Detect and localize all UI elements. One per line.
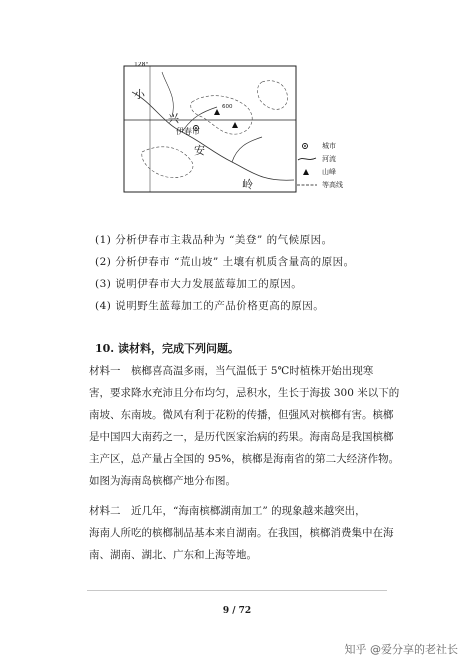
question-2: (2) 分析伊春市 “荒山坡” 土壤有机质含量高的原因。: [95, 256, 355, 268]
material-2-line: 海南人所吃的槟榔制品基本来自湖南。在我国，槟榔消费集中在海: [89, 527, 394, 539]
contour-line: [258, 81, 288, 110]
watermark: [345, 641, 459, 657]
contour-line: [142, 147, 193, 178]
material-1-line: 材料一 槟榔喜高温多雨，当气温低于 5℃时植株开始出现寒: [89, 365, 374, 377]
material-1: [89, 360, 399, 492]
map-figure: [122, 62, 298, 196]
legend-item-contour: [296, 179, 343, 191]
legend-label: 城市: [322, 142, 336, 150]
map-label: 小: [134, 88, 145, 101]
question-3: (3) 说明伊春市大力发展蓝莓加工的原因。: [95, 278, 303, 290]
map-label: 兴: [168, 112, 179, 125]
river-icon: [296, 154, 318, 164]
legend-label: 等高线: [322, 181, 343, 189]
material-1-line: 如图为海南岛槟榔产地分布图。: [89, 475, 236, 487]
legend-item-city: [296, 140, 336, 152]
footer-divider: [87, 590, 387, 591]
mountain-icon: [214, 109, 220, 115]
material-2-line: 材料二 近几年，“海南槟榔湖南加工” 的现象越来越突出，: [89, 505, 366, 517]
city-label: 伊春市: [176, 127, 200, 136]
river-main: [132, 92, 294, 180]
map-label: 安: [194, 144, 205, 157]
material-1-line: 主产区，总产量占全国的 95%，槟榔是海南省的第二大经济作物。: [89, 453, 399, 465]
material-1-line: 南坡、东南坡。微风有利于花粉的传播，但强风对槟榔有害。槟榔: [89, 409, 394, 421]
map-legend: [296, 140, 386, 220]
contour-value: 600: [222, 104, 233, 110]
legend-label: 山峰: [322, 168, 336, 176]
mountain-icon: [296, 167, 318, 177]
question-4: (4) 说明野生蓝莓加工的产品价格更高的原因。: [95, 300, 325, 312]
legend-item-river: [296, 153, 336, 165]
legend-item-mountain: [296, 166, 336, 178]
material-2-line: 南、湖南、湖北、广东和上海等地。: [89, 549, 257, 561]
lon-label: 128°: [134, 62, 149, 68]
watermark-text: 知乎 @爱分享的老社长: [344, 643, 458, 656]
question-1: (1) 分析伊春市主栽品种为 “美登” 的气候原因。: [95, 234, 333, 246]
mountain-icon: [232, 122, 238, 128]
river-branch-3: [162, 72, 173, 117]
river-branch-2: [232, 137, 262, 162]
material-1-line: 害，要求降水充沛且分布均匀，忌积水，生长于海拔 300 米以下的: [89, 387, 399, 399]
problem-heading: 10. 读材料，完成下列问题。: [95, 342, 239, 355]
material-1-line: 是中国四大南药之一，是历代医家治病的药果。海南岛是我国槟榔: [89, 431, 394, 443]
material-2: [89, 500, 399, 566]
legend-label: 河流: [322, 155, 336, 163]
page-number: 9 / 72: [222, 606, 252, 616]
map-label: 岭: [242, 178, 253, 191]
contour-icon: [296, 180, 318, 190]
topographic-map: [122, 62, 298, 196]
city-icon: [296, 141, 318, 151]
